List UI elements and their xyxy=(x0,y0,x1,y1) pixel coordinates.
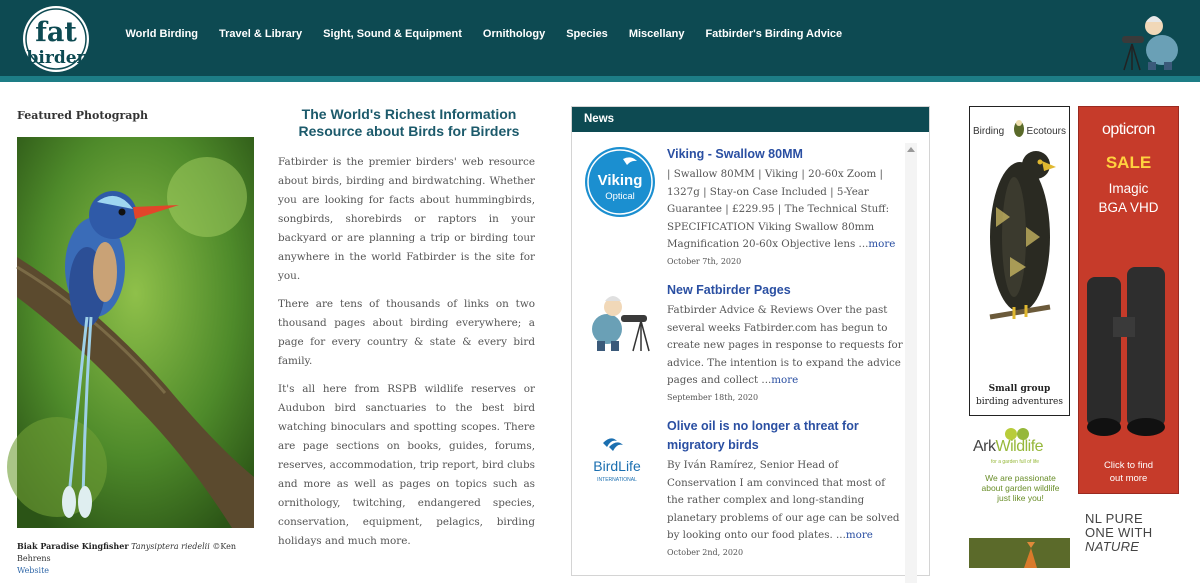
photo-website-link[interactable]: Website xyxy=(17,566,50,575)
intro-heading: The World's Richest Information Resource about Birds for Birders xyxy=(298,106,520,139)
svg-text:birder: birder xyxy=(26,48,86,68)
ad-birding-brand-left: Birding xyxy=(973,126,1005,137)
ark-slogan: for a garden full of life xyxy=(991,459,1040,465)
featured-photo-caption xyxy=(17,540,262,577)
birdlife-logo-text: BirdLife xyxy=(593,458,641,474)
binoculars-image xyxy=(1079,257,1178,447)
news-item-title[interactable]: Viking - Swallow 80MM xyxy=(667,147,803,161)
news-item-title[interactable]: New Fatbirder Pages xyxy=(667,283,791,297)
scroll-up-arrow-icon[interactable] xyxy=(907,147,915,152)
ad-bottom-partial[interactable] xyxy=(969,538,1070,568)
nav-species[interactable]: Species xyxy=(566,28,608,40)
ad-opticron[interactable] xyxy=(1078,106,1179,494)
news-item-text: By Iván Ramírez, Senior Head of Conservation I am convinced that most of the rather complex and long-standing planetary problems of our age can be solved by looking onto our food plates. ...more xyxy=(667,459,900,541)
news-item-text: Fatbirder Advice & Reviews Over the past several weeks Fatbirder.com has begun to create new pages in response to requests for advice. The intention is to expand the advice pages and collect ...more xyxy=(667,304,903,386)
news-header: News xyxy=(572,107,929,132)
viking-logo-subtext: Optical xyxy=(605,191,635,202)
news-item-date: September 18th, 2020 xyxy=(667,392,759,402)
ad-ark-wildlife[interactable] xyxy=(969,426,1070,510)
featured-photo-title: Featured Photograph xyxy=(17,109,149,122)
nav-ornithology[interactable]: Ornithology xyxy=(482,28,546,40)
main-nav xyxy=(115,28,853,40)
opticron-product: Imagic BGA VHD xyxy=(1098,181,1159,215)
news-item-body xyxy=(667,417,903,557)
birdlife-logo-subtext: INTERNATIONAL xyxy=(597,477,637,483)
intro-paragraph: Fatbirder is the premier birders' web resource about birds, birding and birdwatching. Whether you are looking for facts about hummingbirds, songbirds, shorebirds or raptors in your backyard or are planning a trip or birding tour anywhere in the world Fatbirder is the site for you. xyxy=(278,156,535,282)
birder-cartoon-icon[interactable] xyxy=(583,285,657,359)
svg-text:fat: fat xyxy=(35,17,77,48)
ark-tagline: We are passionate about garden wildlife just like you! xyxy=(981,473,1060,503)
ark-brand: ArkWildlife xyxy=(973,438,1044,455)
ad-nl-pure[interactable]: NL PURE ONE WITH NATURE xyxy=(1085,511,1153,554)
nav-travel-library[interactable]: Travel & Library xyxy=(219,28,303,40)
fatbirder-logo[interactable] xyxy=(20,4,92,74)
news-scrollbar[interactable] xyxy=(905,143,917,583)
ad-birding-brand-right: Ecotours xyxy=(1026,126,1066,137)
viking-optical-logo[interactable] xyxy=(583,145,657,219)
birder-mascot-icon xyxy=(1118,4,1186,72)
news-item-body xyxy=(667,281,903,402)
intro-paragraph: It's all here from RSPB wildlife reserves or Audubon bird sanctuaries to the best bird watching binoculars and spotting scopes. There are page sections on books, guides, forums, reserves, accommodation, trip report, bird clubs and more as well as pages on topics such as ornithology, twitching, endangered species, conservation, equipment, pelagics, birding holidays and much more. xyxy=(278,383,535,547)
header-stripe xyxy=(0,76,1200,82)
intro-text xyxy=(278,153,535,560)
nav-sight-sound-equipment[interactable]: Sight, Sound & Equipment xyxy=(323,28,462,40)
nav-world-birding[interactable]: World Birding xyxy=(125,28,199,40)
news-more-link[interactable]: more xyxy=(845,529,873,541)
nav-miscellany[interactable]: Miscellany xyxy=(628,28,685,40)
news-item-body xyxy=(667,145,903,266)
news-item-date: October 7th, 2020 xyxy=(667,256,742,266)
site-header xyxy=(0,0,1200,82)
news-item-title[interactable]: Olive oil is no longer a threat for migratory birds xyxy=(667,419,859,452)
opticron-sale: SALE xyxy=(1105,153,1152,172)
nav-birding-advice[interactable]: Fatbirder's Birding Advice xyxy=(705,28,843,40)
viking-logo-text: Viking xyxy=(597,172,643,189)
news-item-text: | Swallow 80MM | Viking | 20-60x Zoom | 1327g | Stay-on Case Included | 5-Year Guarantee | £229.95 | The Technical Stuff: SPECIFICATION Viking Swallow 80mm Magnification 20-60x Objective lens ...more xyxy=(667,168,896,250)
photo-species-name: Biak Paradise Kingfisher xyxy=(17,541,129,551)
opticron-brand: opticron xyxy=(1102,121,1155,138)
birdlife-logo[interactable] xyxy=(583,421,657,495)
opticron-cta: Click to find out more xyxy=(1103,460,1154,484)
ad-birding-ecotours-artwork xyxy=(970,107,1069,383)
news-panel xyxy=(571,106,930,576)
ad-bottom-image xyxy=(969,538,1070,568)
photo-credit: ©Ken Behrens xyxy=(17,542,236,563)
news-item-date: October 2nd, 2020 xyxy=(667,547,744,557)
photo-latin-name: Tanysiptera riedelii xyxy=(131,542,210,551)
intro-paragraph: There are tens of thousands of links on two thousand pages about birding everywhere; a page for every country & state & every bird family. xyxy=(278,298,535,367)
ad-birding-caption: Small group birding adventures xyxy=(976,384,1063,407)
news-more-link[interactable]: more xyxy=(868,238,896,250)
featured-photo-image[interactable] xyxy=(17,137,254,528)
news-more-link[interactable]: more xyxy=(771,374,799,386)
ad-birding-ecotours[interactable] xyxy=(969,106,1070,416)
